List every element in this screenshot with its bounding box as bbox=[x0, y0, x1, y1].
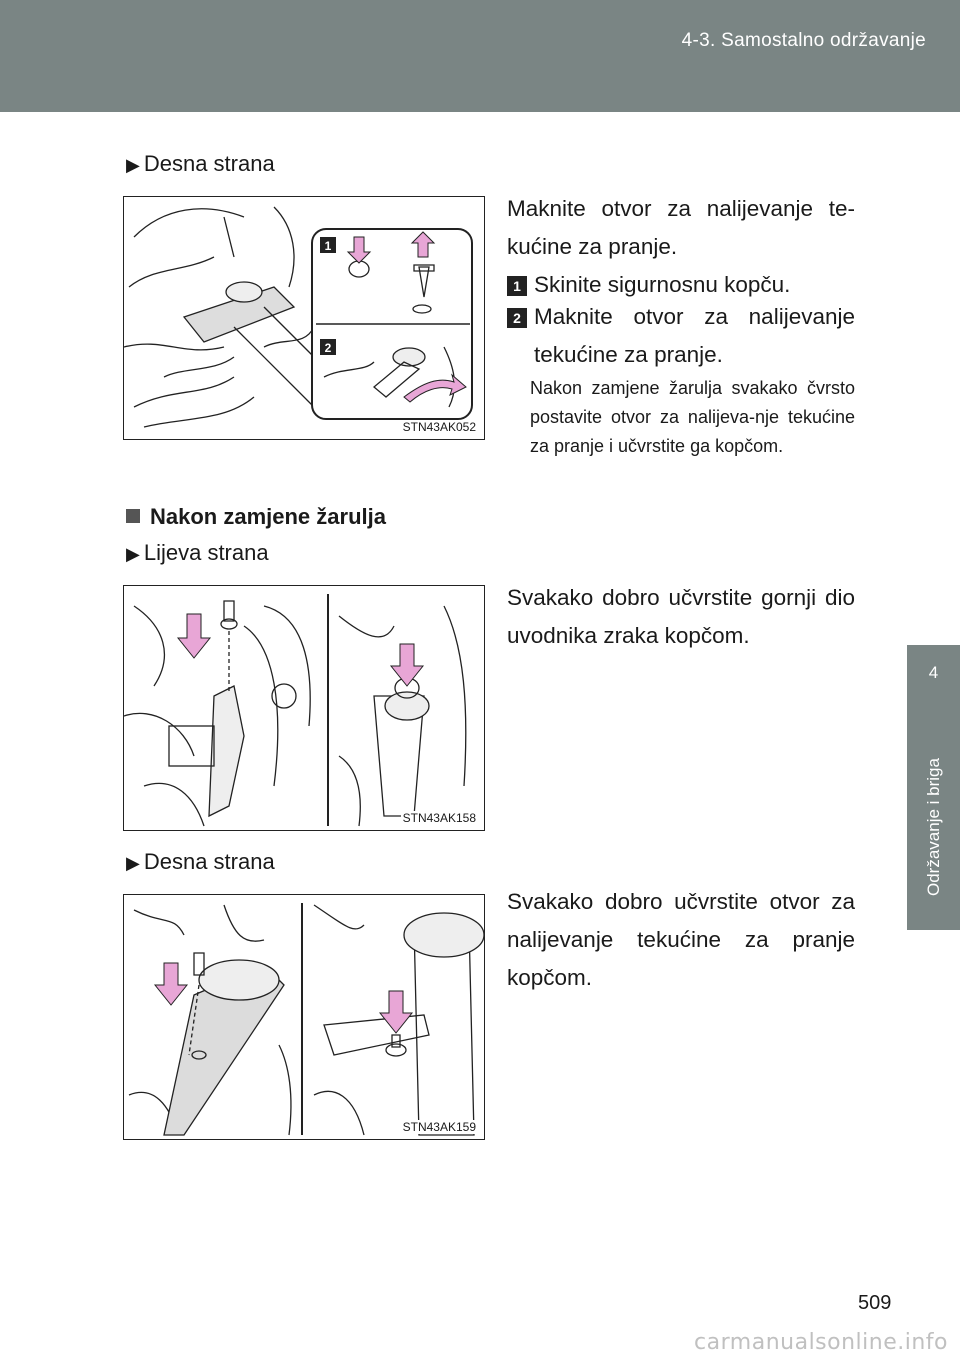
step-badge: 1 bbox=[507, 276, 527, 296]
instruction-text-left: Svakako dobro učvrstite gornji dio uvodnika zraka kopčom. bbox=[507, 585, 855, 648]
step-badge: 2 bbox=[507, 308, 527, 328]
figure-code: STN43AK158 bbox=[402, 811, 476, 825]
figure-badge-1-text: 1 bbox=[324, 239, 332, 253]
section-title: 4-3. Samostalno održavanje bbox=[681, 30, 926, 51]
triangle-bullet-icon: ▶ bbox=[126, 853, 140, 873]
page-number: 509 bbox=[858, 1292, 892, 1314]
step-item-2 bbox=[507, 298, 855, 374]
right-side-label-1: ▶ Desna strana bbox=[126, 151, 275, 176]
square-bullet-icon bbox=[126, 509, 140, 523]
chapter-number: 4 bbox=[928, 663, 939, 682]
instruction-intro: Maknite otvor za nalijevanje te-kućine za pranje. bbox=[507, 196, 855, 259]
triangle-bullet-icon: ▶ bbox=[126, 544, 140, 564]
figure-washer-inlet-removal bbox=[123, 196, 485, 440]
left-side-label: ▶ Lijeva strana bbox=[126, 540, 269, 565]
note-text: Nakon zamjene žarulja svakako čvrsto postavite otvor za nalijeva-nje tekućine za pranje i učvrstite ga kopčom. bbox=[530, 378, 855, 456]
figure-code: STN43AK159 bbox=[402, 1120, 476, 1134]
air-intake-illustration bbox=[124, 586, 485, 831]
chapter-side-tab[interactable] bbox=[907, 645, 960, 930]
engine-bay-illustration bbox=[124, 197, 485, 440]
triangle-bullet-icon: ▶ bbox=[126, 155, 140, 175]
step-text: Maknite otvor za nalijevanje tekućine za pranje. bbox=[534, 304, 855, 367]
figure-code: STN43AK052 bbox=[402, 420, 476, 434]
figure-badge-2-text: 2 bbox=[324, 341, 332, 355]
figure-washer-inlet-clip bbox=[123, 894, 485, 1140]
chapter-title: Održavanje i briga bbox=[924, 758, 943, 896]
right-side-label-2: ▶ Desna strana bbox=[126, 849, 275, 874]
instruction-text-right: Svakako dobro učvrstite otvor za nalijevanje tekućine za pranje kopčom. bbox=[507, 889, 855, 990]
header-bar bbox=[0, 0, 960, 112]
washer-inlet-illustration bbox=[124, 895, 485, 1140]
watermark: carmanualsonline.info bbox=[694, 1330, 948, 1355]
section-heading: Nakon zamjene žarulja bbox=[126, 504, 386, 530]
figure-air-intake-clip bbox=[123, 585, 485, 831]
step-text: Skinite sigurnosnu kopču. bbox=[534, 272, 791, 297]
